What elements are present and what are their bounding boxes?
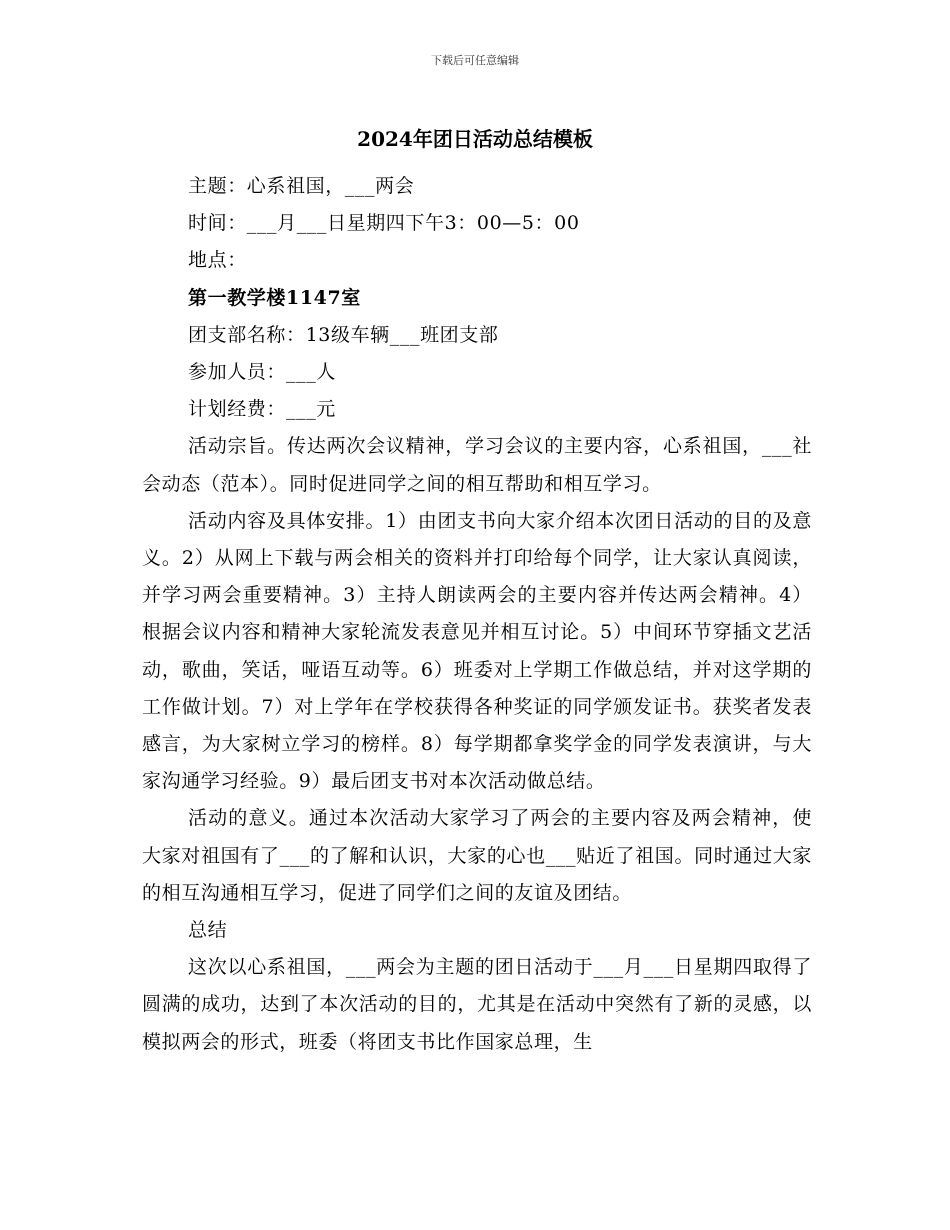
header-note: 下载后可任意编辑 (431, 54, 519, 67)
significance-paragraph: 活动的意义。通过本次活动大家学习了两会的主要内容及两会精神，使大家对祖国有了___的了解和认识，大家的心也___贴近了祖国。同时通过大家的相互沟通相互学习，促进了同学们之间的友谊及团结。 (142, 807, 812, 904)
location-label: 地点： (188, 249, 247, 272)
content-paragraph: 活动内容及具体安排。1）由团支书向大家介绍本次团日活动的目的及意义。2）从网上下载与两会相关的资料并打印给每个同学，让大家认真阅读，并学习两会重要精神。3）主持人朗读两会的主要内容并传达两会精神。4）根据会议内容和精神大家轮流发表意见并相互讨论。5）中间环节穿插文艺活动，歌曲，笑话，哑语互动等。6）班委对上学期工作做总结，并对这学期的工作做计划。7）对上学年在学校获得各种奖证的同学颁发证书。获奖者发表感言，为大家树立学习的榜样。8）每学期都拿奖学金的同学发表演讲，与大家沟通学习经验。9）最后团支书对本次活动做总结。 (142, 509, 812, 793)
branch-name-line: 团支部名称：13级车辆___班团支部 (188, 323, 499, 346)
time-line: 时间：___月___日星期四下午3：00—5：00 (188, 212, 580, 235)
location-value: 第一教学楼1147室 (188, 286, 361, 309)
budget-line: 计划经费：___元 (188, 398, 336, 421)
purpose-paragraph: 活动宗旨。传达两次会议精神，学习会议的主要内容，心系祖国，___社会动态（范本）。同时促进同学之间的相互帮助和相互学习。 (142, 435, 812, 495)
summary-heading: 总结 (188, 919, 228, 942)
document-body (142, 168, 812, 1061)
theme-line: 主题：心系祖国，___两会 (188, 175, 415, 197)
participants-line: 参加人员：___人 (188, 361, 336, 384)
document-title: 2024年团日活动总结模板 (357, 127, 593, 151)
summary-paragraph: 这次以心系祖国，___两会为主题的团日活动于___月___日星期四取得了圆满的成功，达到了本次活动的目的，尤其是在活动中突然有了新的灵感，以模拟两会的形式，班委（将团支书比作国家总理，生 (142, 956, 812, 1053)
